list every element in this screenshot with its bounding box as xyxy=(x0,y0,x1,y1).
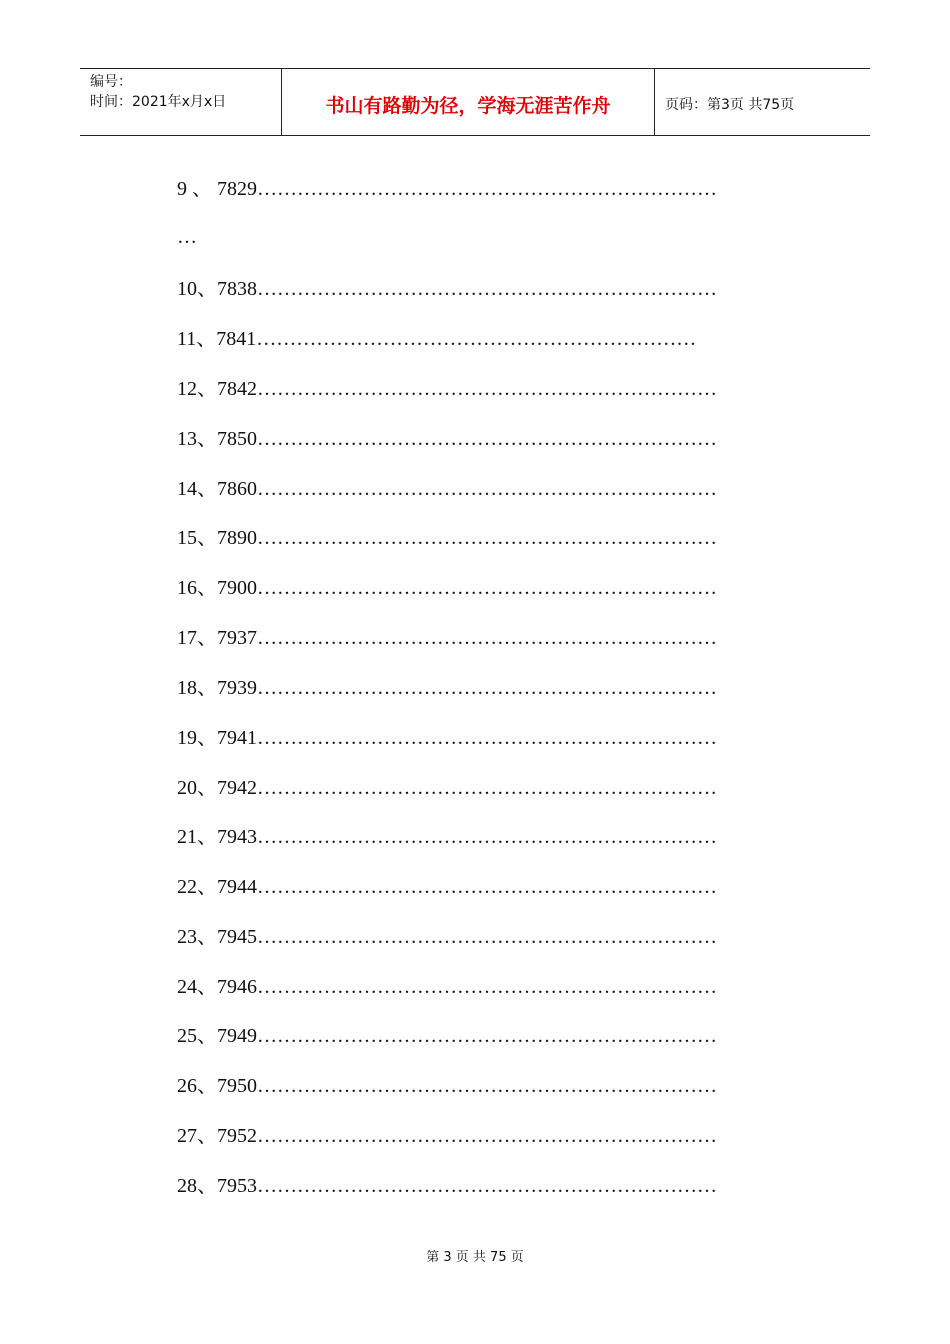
toc-entry xyxy=(177,970,717,999)
toc-entry xyxy=(177,870,717,899)
toc-entry-label: 22、7944 xyxy=(177,876,257,898)
toc-entry-leader: …………………………………………………………… xyxy=(257,1025,717,1047)
toc-entry-label: 26、7950 xyxy=(177,1075,257,1097)
toc-entry xyxy=(177,172,717,201)
toc-entry xyxy=(177,721,717,750)
toc-entry-label: 11、7841 xyxy=(177,328,257,350)
toc-entry xyxy=(177,472,717,501)
toc-entry xyxy=(177,1119,717,1148)
toc-entry xyxy=(177,820,717,849)
toc-entry xyxy=(177,920,717,949)
toc-entry-leader: …………………………………………………………… xyxy=(257,1175,717,1197)
toc-entry xyxy=(177,1169,717,1198)
toc-entry-label: 13、7850 xyxy=(177,428,257,450)
toc-entry-label: 19、7941 xyxy=(177,727,257,749)
header-meta xyxy=(80,69,282,135)
toc-entry-leader: …………………………………………………………… xyxy=(257,627,717,649)
toc-entry-leader: …………………………………………………………… xyxy=(257,428,717,450)
toc-entry-leader: …………………………………………………………… xyxy=(257,178,717,200)
toc-entry xyxy=(177,322,696,351)
toc-entry-leader: ………………………………………………………… xyxy=(256,328,697,350)
toc-entry xyxy=(177,1069,717,1098)
toc-entry xyxy=(177,422,717,451)
toc-entry-label: 16、7900 xyxy=(177,577,257,599)
toc-entry-leader: …………………………………………………………… xyxy=(257,577,717,599)
footer-page-number: 第 3 页 共 75 页 xyxy=(426,1250,524,1265)
toc-entry-leader: …………………………………………………………… xyxy=(257,876,717,898)
page-footer xyxy=(0,1246,950,1265)
toc-entry-label: 21、7943 xyxy=(177,826,257,848)
toc-entry-label: 25、7949 xyxy=(177,1025,257,1047)
toc-entry-leader: …………………………………………………………… xyxy=(257,527,717,549)
toc-entry xyxy=(177,372,717,401)
header-motto: 书山有路勤为径，学海无涯苦作舟 xyxy=(282,69,655,135)
toc-entry xyxy=(177,1019,717,1048)
toc-entry xyxy=(177,226,197,249)
toc-entry-label: 9 、 7829 xyxy=(177,178,257,200)
toc-entry xyxy=(177,571,717,600)
toc-entry-label: 12、7842 xyxy=(177,378,257,400)
toc-entry-leader: …………………………………………………………… xyxy=(257,826,717,848)
toc-entry-leader: …………………………………………………………… xyxy=(257,478,717,500)
toc-entry-label: 24、7946 xyxy=(177,976,257,998)
date-label: 时间：2021年x月x日 xyxy=(90,94,227,110)
toc-entry-label: 20、7942 xyxy=(177,777,257,799)
toc-entry-leader: …………………………………………………………… xyxy=(257,777,717,799)
toc-entry-label: 27、7952 xyxy=(177,1125,257,1147)
toc-entry xyxy=(177,521,717,550)
number-label: 编号： xyxy=(90,74,132,90)
toc-entry-leader: …………………………………………………………… xyxy=(257,976,717,998)
toc-entry xyxy=(177,771,717,800)
toc-entry-label: 23、7945 xyxy=(177,926,257,948)
page-header xyxy=(80,68,870,136)
toc-entry-leader: …………………………………………………………… xyxy=(257,278,717,300)
toc-entry-label: 10、7838 xyxy=(177,278,257,300)
toc-entry-leader: …………………………………………………………… xyxy=(257,677,717,699)
toc-entry xyxy=(177,671,717,700)
toc-entry-label: 14、7860 xyxy=(177,478,257,500)
toc-entry xyxy=(177,272,717,301)
toc-entry-label: … xyxy=(177,226,197,248)
toc-entry-label: 15、7890 xyxy=(177,527,257,549)
toc-entry-leader: …………………………………………………………… xyxy=(257,926,717,948)
toc-entry-label: 18、7939 xyxy=(177,677,257,699)
toc-entry-leader: …………………………………………………………… xyxy=(257,727,717,749)
toc-entry-leader: …………………………………………………………… xyxy=(257,378,717,400)
toc-entry-label: 17、7937 xyxy=(177,627,257,649)
header-page-info: 页码：第3页 共75页 xyxy=(665,97,795,113)
toc-entry-leader: …………………………………………………………… xyxy=(257,1125,717,1147)
toc-entry-leader: …………………………………………………………… xyxy=(257,1075,717,1097)
toc-entry-label: 28、7953 xyxy=(177,1175,257,1197)
toc-entry xyxy=(177,621,717,650)
